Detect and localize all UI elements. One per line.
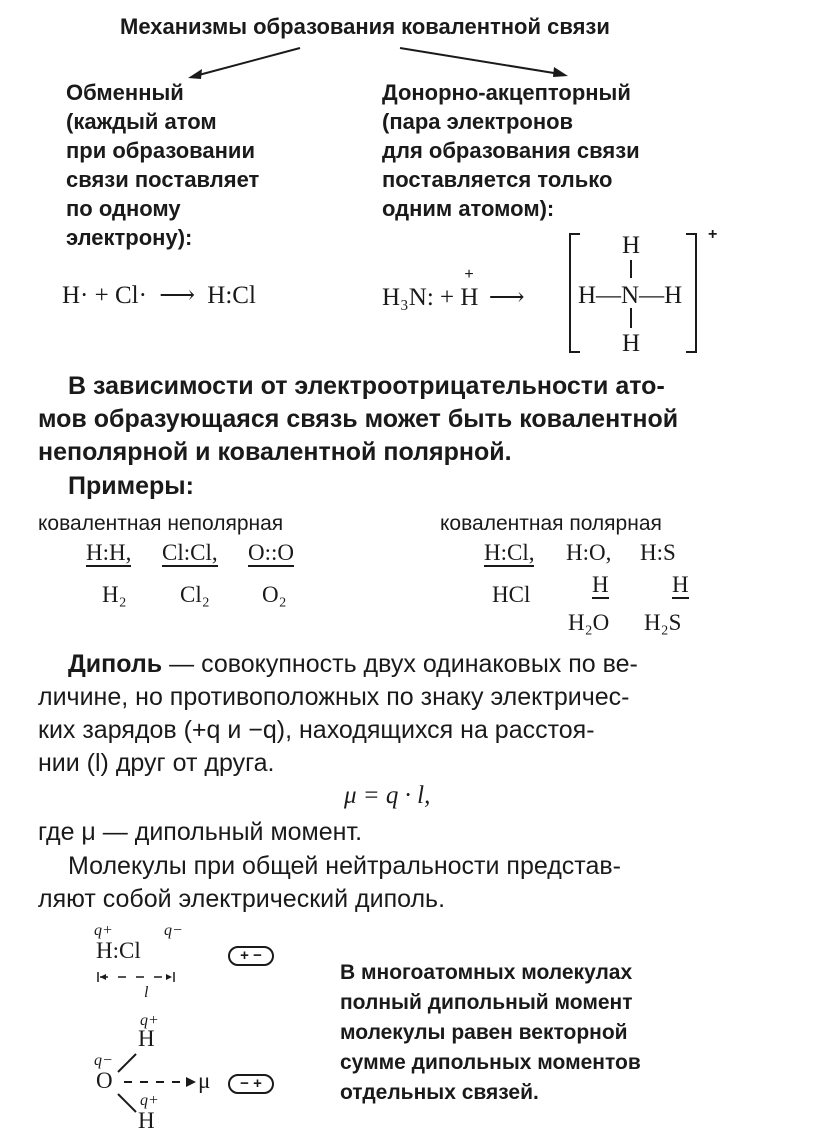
polar-name-h2s: H₂S <box>644 610 682 635</box>
equation-product: H:Cl <box>207 282 256 309</box>
dipole-line: личине, но противоположных по знаку электричес- <box>38 683 630 711</box>
exchange-mechanism <box>66 78 259 252</box>
donor-line: Донорно-акцепторный <box>382 80 631 105</box>
donor-line: для образования связи <box>382 138 640 163</box>
exchange-equation <box>62 280 256 310</box>
water-charge-plus-bottom: q+ <box>140 1092 159 1109</box>
water-oxygen: O <box>96 1068 113 1093</box>
nonpolar-name-cl2: Cl₂ <box>180 582 210 607</box>
ammonium-bottom-h: H <box>622 330 641 357</box>
paragraph-neutrality <box>38 850 621 916</box>
donor-line: (пара электронов <box>382 109 574 134</box>
donor-line: поставляется только <box>382 167 613 192</box>
dipole-line: — совокупность двух одинаковых по ве- <box>162 650 638 678</box>
nonpolar-name-h2: H₂ <box>102 582 127 607</box>
dipole-formula: μ = q · l, <box>344 782 431 809</box>
exchange-line: (каждый атом <box>66 109 217 134</box>
polar-name-h2o: H₂O <box>568 610 610 635</box>
paragraph-line: ляют собой электрический диполь. <box>38 885 446 913</box>
exchange-line: электрону): <box>66 225 193 250</box>
water-dipole-box: − + <box>228 1074 274 1094</box>
reaction-arrow: ⟶ <box>159 282 196 309</box>
dipole-line: ких зарядов (+q и −q), находящихся на расстоя- <box>38 716 595 744</box>
water-charge-plus-top: q+ <box>140 1012 159 1029</box>
hcl-length-label: l <box>144 984 149 1001</box>
nonpolar-formula-o2: O::O <box>248 540 294 565</box>
paragraph-line: неполярной и ковалентной полярной. <box>38 438 512 466</box>
proton-charge: + <box>464 266 474 283</box>
water-bonds <box>108 1044 211 1124</box>
proton-symbol: H <box>460 284 479 311</box>
note-line: В многоатомных молекулах <box>340 961 633 984</box>
note-line: отдельных связей. <box>340 1081 539 1104</box>
ammonia-formula: H₃N: <box>382 284 434 311</box>
dipole-line: нии (l) друг от друга. <box>38 749 275 777</box>
ammonium-top-h: H <box>622 232 641 259</box>
polyatomic-note <box>340 958 641 1108</box>
paragraph-line: мов образующаяся связь может быть ковалентной <box>38 405 679 433</box>
donor-equation <box>382 266 525 312</box>
polar-extra-h-water: H <box>592 572 609 597</box>
nonpolar-formula-cl2: Cl:Cl, <box>162 540 218 565</box>
polar-formula-hcl: H:Cl, <box>484 540 535 565</box>
nonpolar-name-o2: O₂ <box>262 582 287 607</box>
hcl-charge-plus: q+ <box>94 922 113 939</box>
dipole-term: Диполь <box>68 650 163 678</box>
polar-name-hcl: HCl <box>492 582 531 607</box>
hcl-charge-minus: q− <box>164 922 183 939</box>
water-h-bottom: H <box>138 1108 155 1133</box>
paragraph-line: Молекулы при общей нейтральности представ- <box>68 852 621 880</box>
exchange-line: Обменный <box>66 80 184 105</box>
water-charge-minus: q− <box>94 1052 113 1069</box>
reaction-arrow: ⟶ <box>488 284 525 311</box>
hcl-formula: H:Cl <box>96 938 141 963</box>
plus-sign: + <box>440 284 455 311</box>
donor-line: одним атомом): <box>382 196 555 221</box>
nonpolar-label: ковалентная неполярная <box>38 512 284 535</box>
nonpolar-formula-h2: H:H, <box>86 540 132 565</box>
polar-extra-h-sulfide: H <box>672 572 689 597</box>
paragraph-line: В зависимости от электроотрицательности ато- <box>68 372 665 400</box>
note-line: молекулы равен векторной <box>340 1021 628 1044</box>
exchange-line: по одному <box>66 196 181 221</box>
page-title: Механизмы образования ковалентной связи <box>120 14 610 39</box>
hcl-dipole-box: + − <box>228 946 274 966</box>
examples-heading: Примеры: <box>68 472 194 500</box>
note-line: полный дипольный момент <box>340 991 633 1014</box>
ammonium-middle: H—N—H <box>578 282 683 309</box>
polar-formula-h2o: H:O, <box>566 540 612 565</box>
polar-label: ковалентная полярная <box>440 512 662 535</box>
water-h-top: H <box>138 1026 155 1051</box>
ammonium-charge: + <box>708 226 718 243</box>
paragraph-polarity <box>38 370 678 469</box>
dipole-where: где μ — дипольный момент. <box>38 818 363 846</box>
polar-formula-h2s: H:S <box>640 540 676 565</box>
exchange-line: связи поставляет <box>66 167 260 192</box>
equation-reactants: H· + Cl· <box>62 282 147 309</box>
dipole-definition <box>38 648 638 780</box>
water-mu: μ <box>198 1068 211 1093</box>
exchange-line: при образовании <box>66 138 255 163</box>
donor-acceptor-mechanism <box>382 78 640 223</box>
note-line: сумме дипольных моментов <box>340 1051 641 1074</box>
